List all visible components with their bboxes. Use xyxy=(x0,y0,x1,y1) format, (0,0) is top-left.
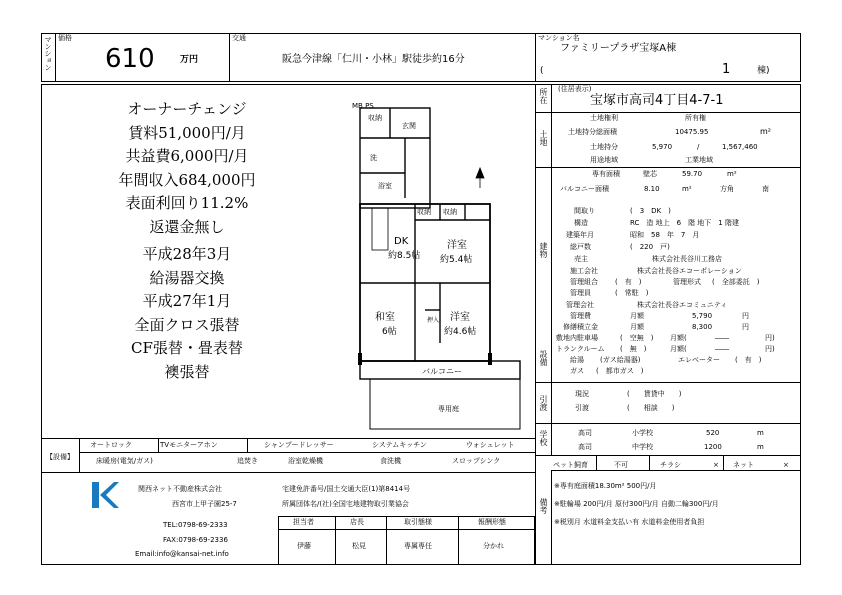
entrance-label: 玄関 xyxy=(402,122,416,130)
flyer-label: チラシ xyxy=(660,461,681,469)
promo-line: 賃料51,000円/月 xyxy=(128,123,246,142)
balcony-area-label: バルコニー面積 xyxy=(560,185,609,193)
mid-school-area: 高司 xyxy=(578,443,592,451)
building-unit: 棟) xyxy=(757,66,770,76)
mansion-name: ファミリープラザ宝塚A棟 xyxy=(560,43,677,54)
builder-value: 株式会社長谷エコーポレーション xyxy=(637,267,742,275)
building-label: 建物 xyxy=(539,242,548,258)
trunk-room-label: トランクルーム xyxy=(556,345,605,353)
transaction-label: 引渡 xyxy=(539,395,548,411)
exclusive-area-type: 壁芯 xyxy=(643,170,657,178)
exclusive-area-label: 専有面積 xyxy=(592,170,620,178)
land-label: 土地 xyxy=(539,130,548,146)
company-tel: TEL:0798-69-2333 xyxy=(163,521,228,529)
seller-label: 売主 xyxy=(574,255,588,263)
manager-label: 管理員 xyxy=(570,289,591,297)
mgmt-company-label: 管理会社 xyxy=(566,301,594,309)
price-unit: 万円 xyxy=(180,55,199,65)
manager-value: ( 常駐 ) xyxy=(615,289,649,297)
structure-value: RC 造 地上 6 階 地下 1 階建 xyxy=(630,219,739,227)
repair-fund-period: 月額 xyxy=(630,323,644,331)
promo-line: 襖張替 xyxy=(164,362,210,381)
building-paren-open: ( xyxy=(540,66,544,76)
promo-line: 平成28年3月 xyxy=(142,245,232,263)
staff-header: 担当者 xyxy=(293,518,314,526)
net-label: ネット xyxy=(733,461,754,469)
floor-plan xyxy=(330,98,535,438)
direction-label: 方角 xyxy=(720,185,734,193)
parking-label: 敷地内駐車場 xyxy=(556,334,598,342)
transport-label: 交通 xyxy=(232,34,246,42)
remark-line: ※駐輪場 200円/月 原付300円/月 自動二輪300円/月 xyxy=(554,500,719,508)
mgmt-fee-value: 5,790 xyxy=(692,312,713,320)
staff-header: 報酬形態 xyxy=(478,518,506,526)
remark-line: ※税別月 水道料金支払い有 水道料金使用者負担 xyxy=(554,518,705,526)
seller-value: 株式会社長谷川工務店 xyxy=(652,255,722,263)
net-value: × xyxy=(783,461,789,469)
equipment-item: 浴室乾燥機 xyxy=(288,457,323,465)
staff-header: 取引態様 xyxy=(404,518,432,526)
hot-water-value: (ガス給湯器) xyxy=(600,356,641,364)
trunk-room-value: ( 無 ) xyxy=(620,345,647,353)
license-info: 宅建免許番号/国土交通大臣(1)第8414号 xyxy=(282,485,411,493)
hot-water-label: 給湯 xyxy=(570,356,584,364)
trunk-room-unit: 円) xyxy=(765,345,775,353)
mgmt-fee-unit: 円 xyxy=(742,312,749,320)
handover-label: 引渡 xyxy=(575,404,589,412)
youshitsu2-label: 洋室 xyxy=(450,312,470,323)
association-info: 所属団体名/(社)全国宅地建物取引業協会 xyxy=(282,500,409,508)
youshitsu1-label: 洋室 xyxy=(447,240,467,251)
elem-school-area: 高司 xyxy=(578,429,592,437)
company-address: 西宮市上甲子園25-7 xyxy=(172,500,237,508)
promo-line: 平成27年1月 xyxy=(142,292,232,310)
promo-line: オーナーチェンジ xyxy=(127,100,247,118)
land-rights-value: 所有権 xyxy=(685,114,706,122)
equipment-item: 追焚き xyxy=(237,457,258,465)
built-label: 建築年月 xyxy=(566,231,594,239)
staff-value: 伊藤 xyxy=(297,542,311,550)
company-email[interactable]: Email:info@kansai-net.info xyxy=(135,550,229,558)
gas-label: ガス xyxy=(570,367,584,375)
land-rights-label: 土地権利 xyxy=(590,114,618,122)
elevator-label: エレベーター xyxy=(678,356,720,364)
status-value: ( 賃貸中 ) xyxy=(627,390,682,398)
transport-value: 阪急今津線「仁川・小林」駅徒歩約16分 xyxy=(282,54,465,65)
land-share-den: 1,567,460 xyxy=(722,143,758,151)
bath-label: 浴室 xyxy=(378,182,392,190)
storage-top-label: 収納 xyxy=(368,114,382,122)
balcony-area-unit: m² xyxy=(682,185,692,193)
remark-line: ※専有庭面積18.30m² 500円/月 xyxy=(554,482,657,490)
mansion-name-label: マンション名 xyxy=(538,34,580,42)
staff-value: 松見 xyxy=(352,542,366,550)
land-share-num: 5,970 xyxy=(652,143,673,151)
parking-period: 月額( xyxy=(670,334,687,342)
wash-label: 洗 xyxy=(370,154,377,162)
staff-header: 店長 xyxy=(350,518,364,526)
gas-value: ( 都市ガス ) xyxy=(596,367,644,375)
promo-line: 共益費6,000円/月 xyxy=(125,147,249,165)
layout-value: ( 3 DK ) xyxy=(630,207,671,215)
pet-value: 不可 xyxy=(614,461,628,469)
parking-unit: 円) xyxy=(765,334,775,342)
equipment-item: 食洗機 xyxy=(380,457,401,465)
promo-line: 年間収入684,000円 xyxy=(118,170,256,189)
storage-a-label: 収納 xyxy=(417,208,431,216)
location-label: 所在 xyxy=(539,88,548,104)
mid-school-type: 中学校 xyxy=(632,443,653,451)
staff-value: 専属専任 xyxy=(404,542,432,550)
repair-fund-unit: 円 xyxy=(742,323,749,331)
land-share-label: 土地持分 xyxy=(590,143,618,151)
equipment-item: システムキッチン xyxy=(372,441,427,449)
promo-line: 返還金無し xyxy=(149,217,225,236)
equipment-item: ウォシュレット xyxy=(466,441,515,449)
mgmt-form-value: ( 全部委託 ) xyxy=(712,278,760,286)
balcony-area-value: 8.10 xyxy=(644,185,660,193)
elem-school-type: 小学校 xyxy=(632,429,653,437)
mgmt-company-value: 株式会社長谷エコミュニティ xyxy=(637,301,728,309)
parking-fee: ―― xyxy=(715,334,729,342)
washitsu-size-label: 6帖 xyxy=(382,327,397,337)
facility-label: 設備 xyxy=(539,350,548,366)
garden-label: 専用庭 xyxy=(438,405,459,413)
promo-line: 表面利回り11.2% xyxy=(125,194,249,212)
trunk-room-fee: ―― xyxy=(715,345,729,353)
address: 宝塚市高司4丁目4-7-1 xyxy=(590,93,724,108)
location-note: (住居表示) xyxy=(558,85,592,93)
land-area-value: 10475.95 xyxy=(675,128,709,136)
elevator-value: ( 有 ) xyxy=(735,356,762,364)
handover-value: ( 相談 ) xyxy=(627,404,675,412)
repair-fund-value: 8,300 xyxy=(692,323,713,331)
equipment-label: 【設備】 xyxy=(46,453,74,461)
mgmt-fee-period: 月額 xyxy=(630,312,644,320)
mid-school-distance: 1200 xyxy=(704,443,722,451)
equipment-item: シャンプードレッサー xyxy=(264,441,334,449)
promo-line: CF張替・畳表替 xyxy=(131,339,243,357)
land-area-label: 土地持分総面積 xyxy=(568,128,617,136)
youshitsu2-size-label: 約4.6帖 xyxy=(444,327,477,337)
built-value: 昭和 58 年 7 月 xyxy=(630,231,700,239)
storage-b-label: 収納 xyxy=(443,208,457,216)
exclusive-area-unit: m² xyxy=(727,170,737,178)
mgmt-assoc-label: 管理組合 xyxy=(570,278,598,286)
price-label: 価格 xyxy=(58,34,72,42)
mid-school-unit: m xyxy=(757,443,764,451)
equipment-item: オートロック xyxy=(90,441,132,449)
mb-ps-label: MB PS xyxy=(352,102,374,110)
zoning-value: 工業地域 xyxy=(685,156,713,164)
mgmt-assoc-value: ( 有 ) xyxy=(615,278,642,286)
land-area-unit: m² xyxy=(760,127,771,136)
equipment-item: 床暖房(電気/ガス) xyxy=(96,457,153,465)
promo-line: 給湯器交換 xyxy=(149,268,225,287)
company-name: 関西ネット不動産株式会社 xyxy=(138,485,222,493)
company-fax: FAX:0798-69-2336 xyxy=(163,536,228,544)
structure-label: 構造 xyxy=(574,219,588,227)
dk-size-label: 約8.5帖 xyxy=(388,251,421,261)
units-value: ( 220 戸) xyxy=(630,243,670,251)
mgmt-form-label: 管理形式 xyxy=(673,278,701,286)
elem-school-distance: 520 xyxy=(706,429,720,437)
units-label: 総戸数 xyxy=(570,243,591,251)
washitsu-label: 和室 xyxy=(375,312,395,323)
mgmt-fee-label: 管理費 xyxy=(570,312,591,320)
elem-school-unit: m xyxy=(757,429,764,437)
repair-fund-label: 修繕積立金 xyxy=(563,323,598,331)
promo-block xyxy=(92,98,282,384)
builder-label: 施工会社 xyxy=(570,267,598,275)
youshitsu1-size-label: 約5.4帖 xyxy=(440,255,473,265)
pet-label: ペット飼育 xyxy=(553,461,588,469)
layout-label: 間取り xyxy=(574,207,595,215)
exclusive-area-value: 59.70 xyxy=(682,170,703,178)
remarks-label: 備考 xyxy=(539,498,548,514)
equipment-item: スロップシンク xyxy=(452,457,501,465)
status-label: 現況 xyxy=(575,390,589,398)
flyer-value: × xyxy=(713,461,719,469)
oshiire-label: 押入 xyxy=(427,317,440,324)
direction-value: 南 xyxy=(762,185,769,193)
price-value: 610 xyxy=(105,44,155,74)
trunk-room-period: 月額( xyxy=(670,345,687,353)
staff-value: 分かれ xyxy=(483,542,504,550)
equipment-item: TVモニターアホン xyxy=(160,441,218,449)
building-number: 1 xyxy=(722,62,731,77)
zoning-label: 用途地域 xyxy=(590,156,618,164)
school-label: 学校 xyxy=(539,430,548,446)
mansion-vertical-label: マンション xyxy=(44,36,52,71)
balcony-label: バルコニー xyxy=(422,367,462,376)
promo-line: 全面クロス張替 xyxy=(134,315,240,334)
company-logo-icon xyxy=(90,480,120,510)
dk-label: DK xyxy=(394,236,409,247)
parking-value: ( 空無 ) xyxy=(620,334,654,342)
land-share-slash: / xyxy=(697,143,700,151)
